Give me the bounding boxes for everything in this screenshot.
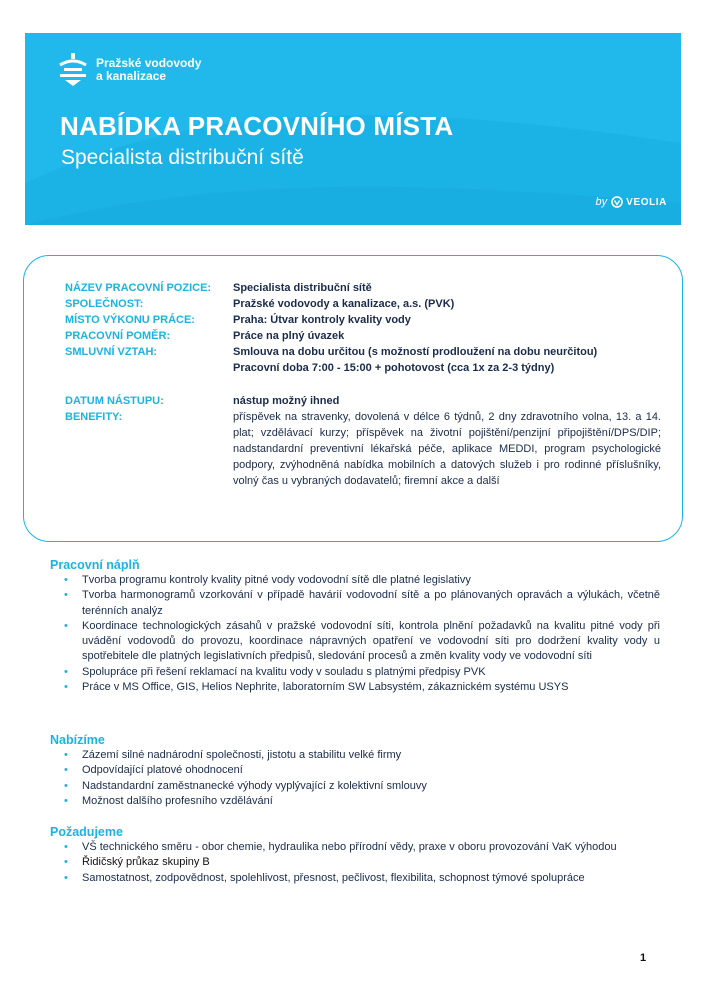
info-value: Pracovní doba 7:00 - 15:00 + pohotovost (cca 1x za 2-3 týdny) <box>233 362 555 374</box>
logo-line2: a kanalizace <box>96 69 167 83</box>
info-value: Pražské vodovody a kanalizace, a.s. (PVK) <box>233 298 455 310</box>
info-label: BENEFITY: <box>65 411 123 423</box>
info-value: nástup možný ihned <box>233 395 340 407</box>
duties-list <box>50 573 660 695</box>
info-row-start-date <box>65 393 661 409</box>
info-value: příspěvek na stravenky, dovolená v délce 6 týdnů, 2 dny zdravotního volna, 13. a 14. plat; vzdělávací kurzy; příspěvek na životní pojištění/penzijní připojištění/DPS/DIP; nadstandardní preventivní lékařská péče, aplikace MEDDI, program psychologické podpory, zvýhodněná nabídka mobilních a datových služeb i pro rodinné příslušníky, volný čas u vybraných dodavatelů; firemní akce a další <box>233 411 661 487</box>
info-row-employment <box>65 328 661 344</box>
info-label: NÁZEV PRACOVNÍ POZICE: <box>65 282 212 294</box>
info-label: MÍSTO VÝKONU PRÁCE: <box>65 314 195 326</box>
info-row-position <box>65 280 661 296</box>
info-row-location <box>65 312 661 328</box>
offer-list <box>50 748 660 809</box>
list-item: • Odpovídající platové ohodnocení <box>50 763 660 778</box>
list-item: • Tvorba programu kontroly kvality pitné vody vodovodní sítě dle platné legislativy <box>50 573 660 588</box>
info-label: SMLUVNÍ VZTAH: <box>65 346 158 358</box>
page-title: NABÍDKA PRACOVNÍHO MÍSTA <box>60 111 454 141</box>
info-label: PRACOVNÍ POMĚR: <box>65 330 171 342</box>
veolia-wordmark: VEOLIA <box>626 196 667 208</box>
pvk-logo-icon <box>57 53 89 87</box>
offer-section <box>50 733 660 809</box>
section-heading: Požadujeme <box>50 825 123 839</box>
position-subtitle: Specialista distribuční sítě <box>61 146 304 169</box>
info-value: Specialista distribuční sítě <box>233 282 372 294</box>
company-logo <box>57 53 201 87</box>
list-item: • Spolupráce při řešení reklamací na kvalitu vody v souladu s platnými předpisy PVK <box>50 665 660 680</box>
duties-section <box>50 558 660 695</box>
requirements-list <box>50 840 660 886</box>
info-value: Smlouva na dobu určitou (s možností prodloužení na dobu neurčitou) <box>233 346 598 358</box>
section-heading: Nabízíme <box>50 733 105 747</box>
info-row-benefits <box>65 409 661 489</box>
header-banner <box>25 33 681 225</box>
list-item: • Koordinace technologických zásahů v pražské vodovodní síti, kontrola plnění požadavků na kvalitu pitné vody při uvádění vodovodů do provozu, koordinace nápravných opatření ve vodovodní síti pro dodržení kvality vody u spotřebitele dle platných legislativních předpisů, sledování procesů a změn kvality vody ve vodovodní síti <box>50 619 660 665</box>
veolia-logo-icon <box>611 196 623 208</box>
info-row-contract <box>65 344 661 360</box>
list-item: • Zázemí silné nadnárodní společnosti, jistotu a stabilitu velké firmy <box>50 748 660 763</box>
list-item: • Řidičský průkaz skupiny B <box>50 855 660 870</box>
by-label: by <box>595 196 608 208</box>
job-info-table <box>65 280 661 489</box>
info-row-hours <box>65 360 661 376</box>
list-item: • Samostatnost, zodpovědnost, spolehlivost, přesnost, pečlivost, flexibilita, schopnost týmové spolupráce <box>50 871 660 886</box>
info-label: DATUM NÁSTUPU: <box>65 395 164 407</box>
info-row-company <box>65 296 661 312</box>
info-value: Praha: Útvar kontroly kvality vody <box>233 314 411 326</box>
logo-line1: Pražské vodovody <box>96 56 202 70</box>
list-item: • VŠ technického směru - obor chemie, hydraulika nebo přírodní vědy, praxe v oboru provozování VaK výhodou <box>50 840 660 855</box>
requirements-section <box>50 825 660 886</box>
veolia-brand <box>596 196 667 208</box>
info-value: Práce na plný úvazek <box>233 330 345 342</box>
info-label <box>65 360 233 376</box>
section-heading: Pracovní náplň <box>50 558 140 572</box>
list-item: • Práce v MS Office, GIS, Helios Nephrite, laboratorním SW Labsystém, zákaznickém systému USYS <box>50 680 660 695</box>
list-item: • Nadstandardní zaměstnanecké výhody vyplývající z kolektivní smlouvy <box>50 779 660 794</box>
page-number: 1 <box>640 952 647 964</box>
info-label: SPOLEČNOST: <box>65 298 144 310</box>
list-item: • Tvorba harmonogramů vzorkování v případě havárií vodovodní sítě a po plánovaných opravách a výlukách, včetně terénních analýz <box>50 588 660 619</box>
list-item: • Možnost dalšího profesního vzdělávání <box>50 794 660 809</box>
